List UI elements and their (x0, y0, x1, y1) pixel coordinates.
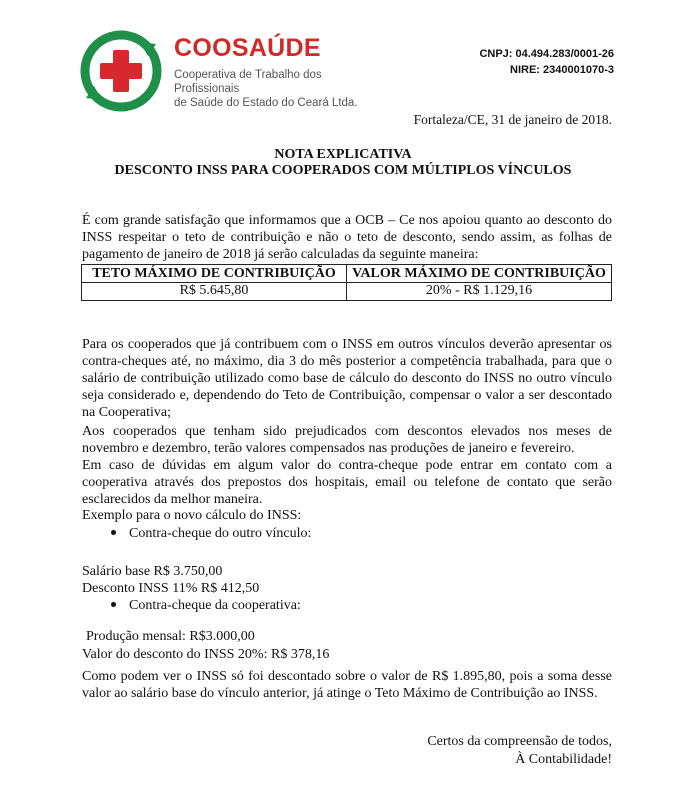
document-title: NOTA EXPLICATIVA (274, 147, 412, 162)
cnpj-text: CNPJ: 04.494.283/0001-26 (479, 48, 614, 60)
bullet-dot-icon (111, 602, 116, 607)
paragraph-prejudicados: Aos cooperados que tenham sido prejudicados com descontos elevados nos meses de novembro e dezembro, terão valores compensados nas produções de janeiro e fevereiro. (82, 424, 612, 456)
intro-paragraph: É com grande satisfação que informamos que a OCB – Ce nos apoiou quanto ao desconto do INSS respeitar o teto de contribuição e não o teto de desconto, sendo assim, as folhas de pagamento de janeiro de 2018 já serão calculadas da seguinte maneira: (82, 213, 612, 262)
table-header-valor: VALOR MÁXIMO DE CONTRIBUIÇÃO (347, 265, 612, 283)
table-row (82, 283, 612, 301)
paragraph-duvidas: Em caso de dúvidas em algum valor do contra-cheque pode entrar em contato com a cooperativa através dos prepostos dos hospitais, email ou telefone de contato que serão esclarecidos da melhor maneira. (82, 458, 612, 507)
contribution-table (81, 264, 612, 301)
document-date: Fortaleza/CE, 31 de janeiro de 2018. (413, 112, 612, 127)
closing-line-1: Certos da compreensão de todos, (427, 734, 612, 749)
bullet-cooperativa-text: Contra-cheque da cooperativa: (129, 598, 301, 613)
logo-emblem-icon (80, 30, 162, 112)
bullet-outro-vinculo-text: Contra-cheque do outro vínculo: (129, 526, 312, 541)
table-header-teto: TETO MÁXIMO DE CONTRIBUIÇÃO (82, 265, 347, 283)
paragraph-conclusao: Como podem ver o INSS só foi descontado sobre o valor de R$ 1.895,80, pois a soma desse valor ao salário base do vínculo anterior, já atinge o Teto Máximo de Contribuição ao INSS. (82, 669, 612, 701)
bullet-cooperativa (111, 598, 301, 614)
table-cell-teto: R$ 5.645,80 (82, 283, 347, 301)
brand-subtitle-line-2: de Saúde do Estado do Ceará Ltda. (174, 97, 358, 109)
bullet-dot-icon (111, 530, 116, 535)
brand-subtitle-line-1: Cooperativa de Trabalho dos Profissionais (174, 69, 322, 95)
coosaude-logo (80, 30, 358, 112)
desconto-inss-line: Desconto INSS 11% R$ 412,50 (82, 581, 260, 596)
bullet-outro-vinculo (111, 526, 311, 542)
company-ids (479, 46, 614, 78)
example-intro: Exemplo para o novo cálculo do INSS: (82, 508, 302, 523)
table-header-row (82, 265, 612, 283)
document-subtitle: DESCONTO INSS PARA COOPERADOS COM MÚLTIPLOS VÍNCULOS (114, 163, 572, 178)
table-cell-valor: 20% - R$ 1.129,16 (347, 283, 612, 301)
nire-text: NIRE: 2340001070-3 (510, 64, 614, 76)
closing-signature: À Contabilidade! (515, 752, 612, 767)
brand-subtitle (174, 68, 364, 110)
brand-name: COOSAÚDE (174, 34, 321, 62)
paragraph-contra-cheques: Para os cooperados que já contribuem com o INSS em outros vínculos deverão apresentar os contra-cheques até, no máximo, dia 3 do mês posterior a competência trabalhada, para que o salário de contribuição utilizado como base de cálculo do desconto do INSS no outro vínculo seja considerado e, dependendo do Teto de Contribuição, compensar o valor a ser descontado na Cooperativa; (82, 337, 612, 420)
producao-mensal-line: Produção mensal: R$3.000,00 (86, 629, 255, 644)
valor-desconto-line: Valor do desconto do INSS 20%: R$ 378,16 (82, 647, 330, 662)
salario-base-line: Salário base R$ 3.750,00 (82, 564, 223, 579)
